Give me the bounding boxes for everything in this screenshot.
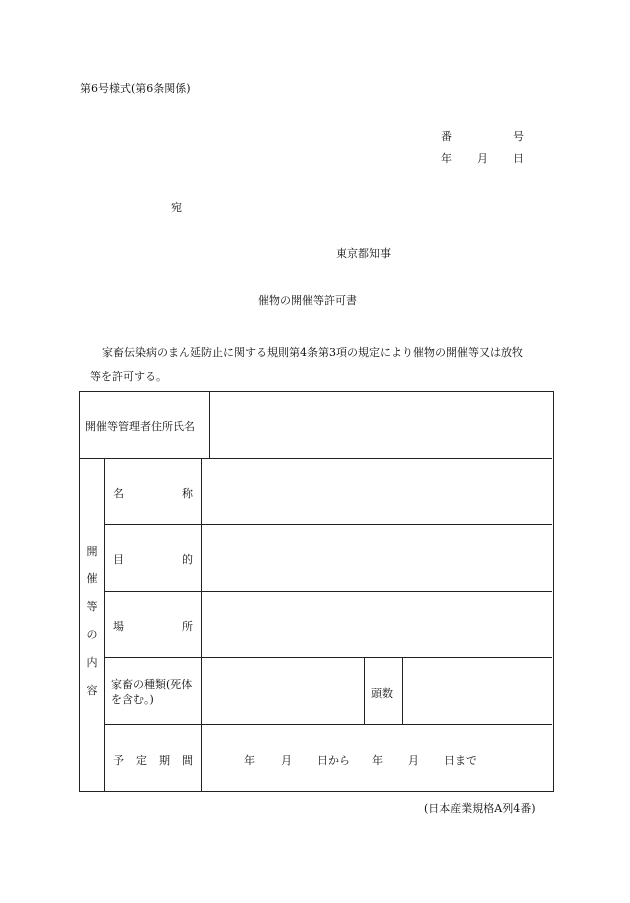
section-label-char-2: 催	[86, 572, 98, 585]
page-title: 催物の開催等許可書	[258, 294, 357, 307]
name-value-field[interactable]	[204, 461, 550, 522]
addressee-suffix: 宛	[171, 201, 182, 214]
row-separator-1	[104, 524, 552, 525]
manager-row-divider	[209, 391, 210, 458]
section-label-char-6: 容	[86, 684, 98, 697]
date-day-label: 日	[513, 152, 524, 165]
row-separator-2	[104, 591, 552, 592]
manager-row-bottom	[79, 458, 552, 459]
number-label-gou: 号	[513, 130, 524, 143]
period-from-year: 年	[244, 754, 255, 767]
body-text-line2: 等を許可する。	[90, 370, 167, 383]
row-separator-4	[104, 724, 552, 725]
body-text-line1: 家畜伝染病のまん延防止に関する規則第4条第3項の規定により催物の開催等又は放牧	[102, 346, 523, 359]
date-month-label: 月	[477, 152, 488, 165]
head-count-right-line	[402, 657, 403, 724]
livestock-type-value-field[interactable]	[204, 660, 362, 722]
section-column-divider	[104, 458, 105, 791]
livestock-type-label: 家畜の種類(死体を含む。)	[111, 678, 193, 706]
place-value-field[interactable]	[204, 594, 550, 655]
issuer: 東京都知事	[336, 247, 391, 260]
label-column-divider	[201, 458, 202, 791]
period-from-month: 月	[281, 754, 292, 767]
head-count-left-line	[364, 657, 365, 724]
place-label-char-1: 場	[113, 620, 124, 633]
head-count-value-field[interactable]	[405, 660, 550, 722]
period-to-day: 日まで	[444, 754, 477, 767]
period-label-char-2: 定	[136, 754, 147, 767]
manager-value-field[interactable]	[212, 393, 550, 456]
head-count-label: 頭数	[371, 687, 393, 700]
date-year-label: 年	[441, 152, 452, 165]
form-number: 第6号様式(第6条関係)	[80, 82, 191, 95]
purpose-label-char-1: 目	[113, 553, 124, 566]
section-label-char-4: の	[86, 628, 98, 641]
name-label-char-1: 名	[113, 487, 124, 500]
period-label-char-3: 期	[159, 754, 170, 767]
purpose-value-field[interactable]	[204, 527, 550, 588]
section-label-char-5: 内	[86, 656, 98, 669]
manager-label: 開催等管理者住所氏名	[85, 420, 195, 433]
footer-note: (日本産業規格A列4番)	[424, 802, 536, 815]
row-separator-3	[104, 657, 552, 658]
section-label-char-1: 開	[86, 545, 98, 558]
number-label-ban: 番	[441, 130, 452, 143]
place-label-char-2: 所	[182, 620, 193, 633]
period-to-month: 月	[408, 754, 419, 767]
period-label-char-1: 予	[113, 754, 124, 767]
section-label-char-3: 等	[86, 600, 98, 613]
period-label-char-4: 間	[182, 754, 193, 767]
purpose-label-char-2: 的	[182, 553, 193, 566]
period-from-day: 日から	[317, 754, 350, 767]
period-to-year: 年	[372, 754, 383, 767]
name-label-char-2: 称	[182, 487, 193, 500]
